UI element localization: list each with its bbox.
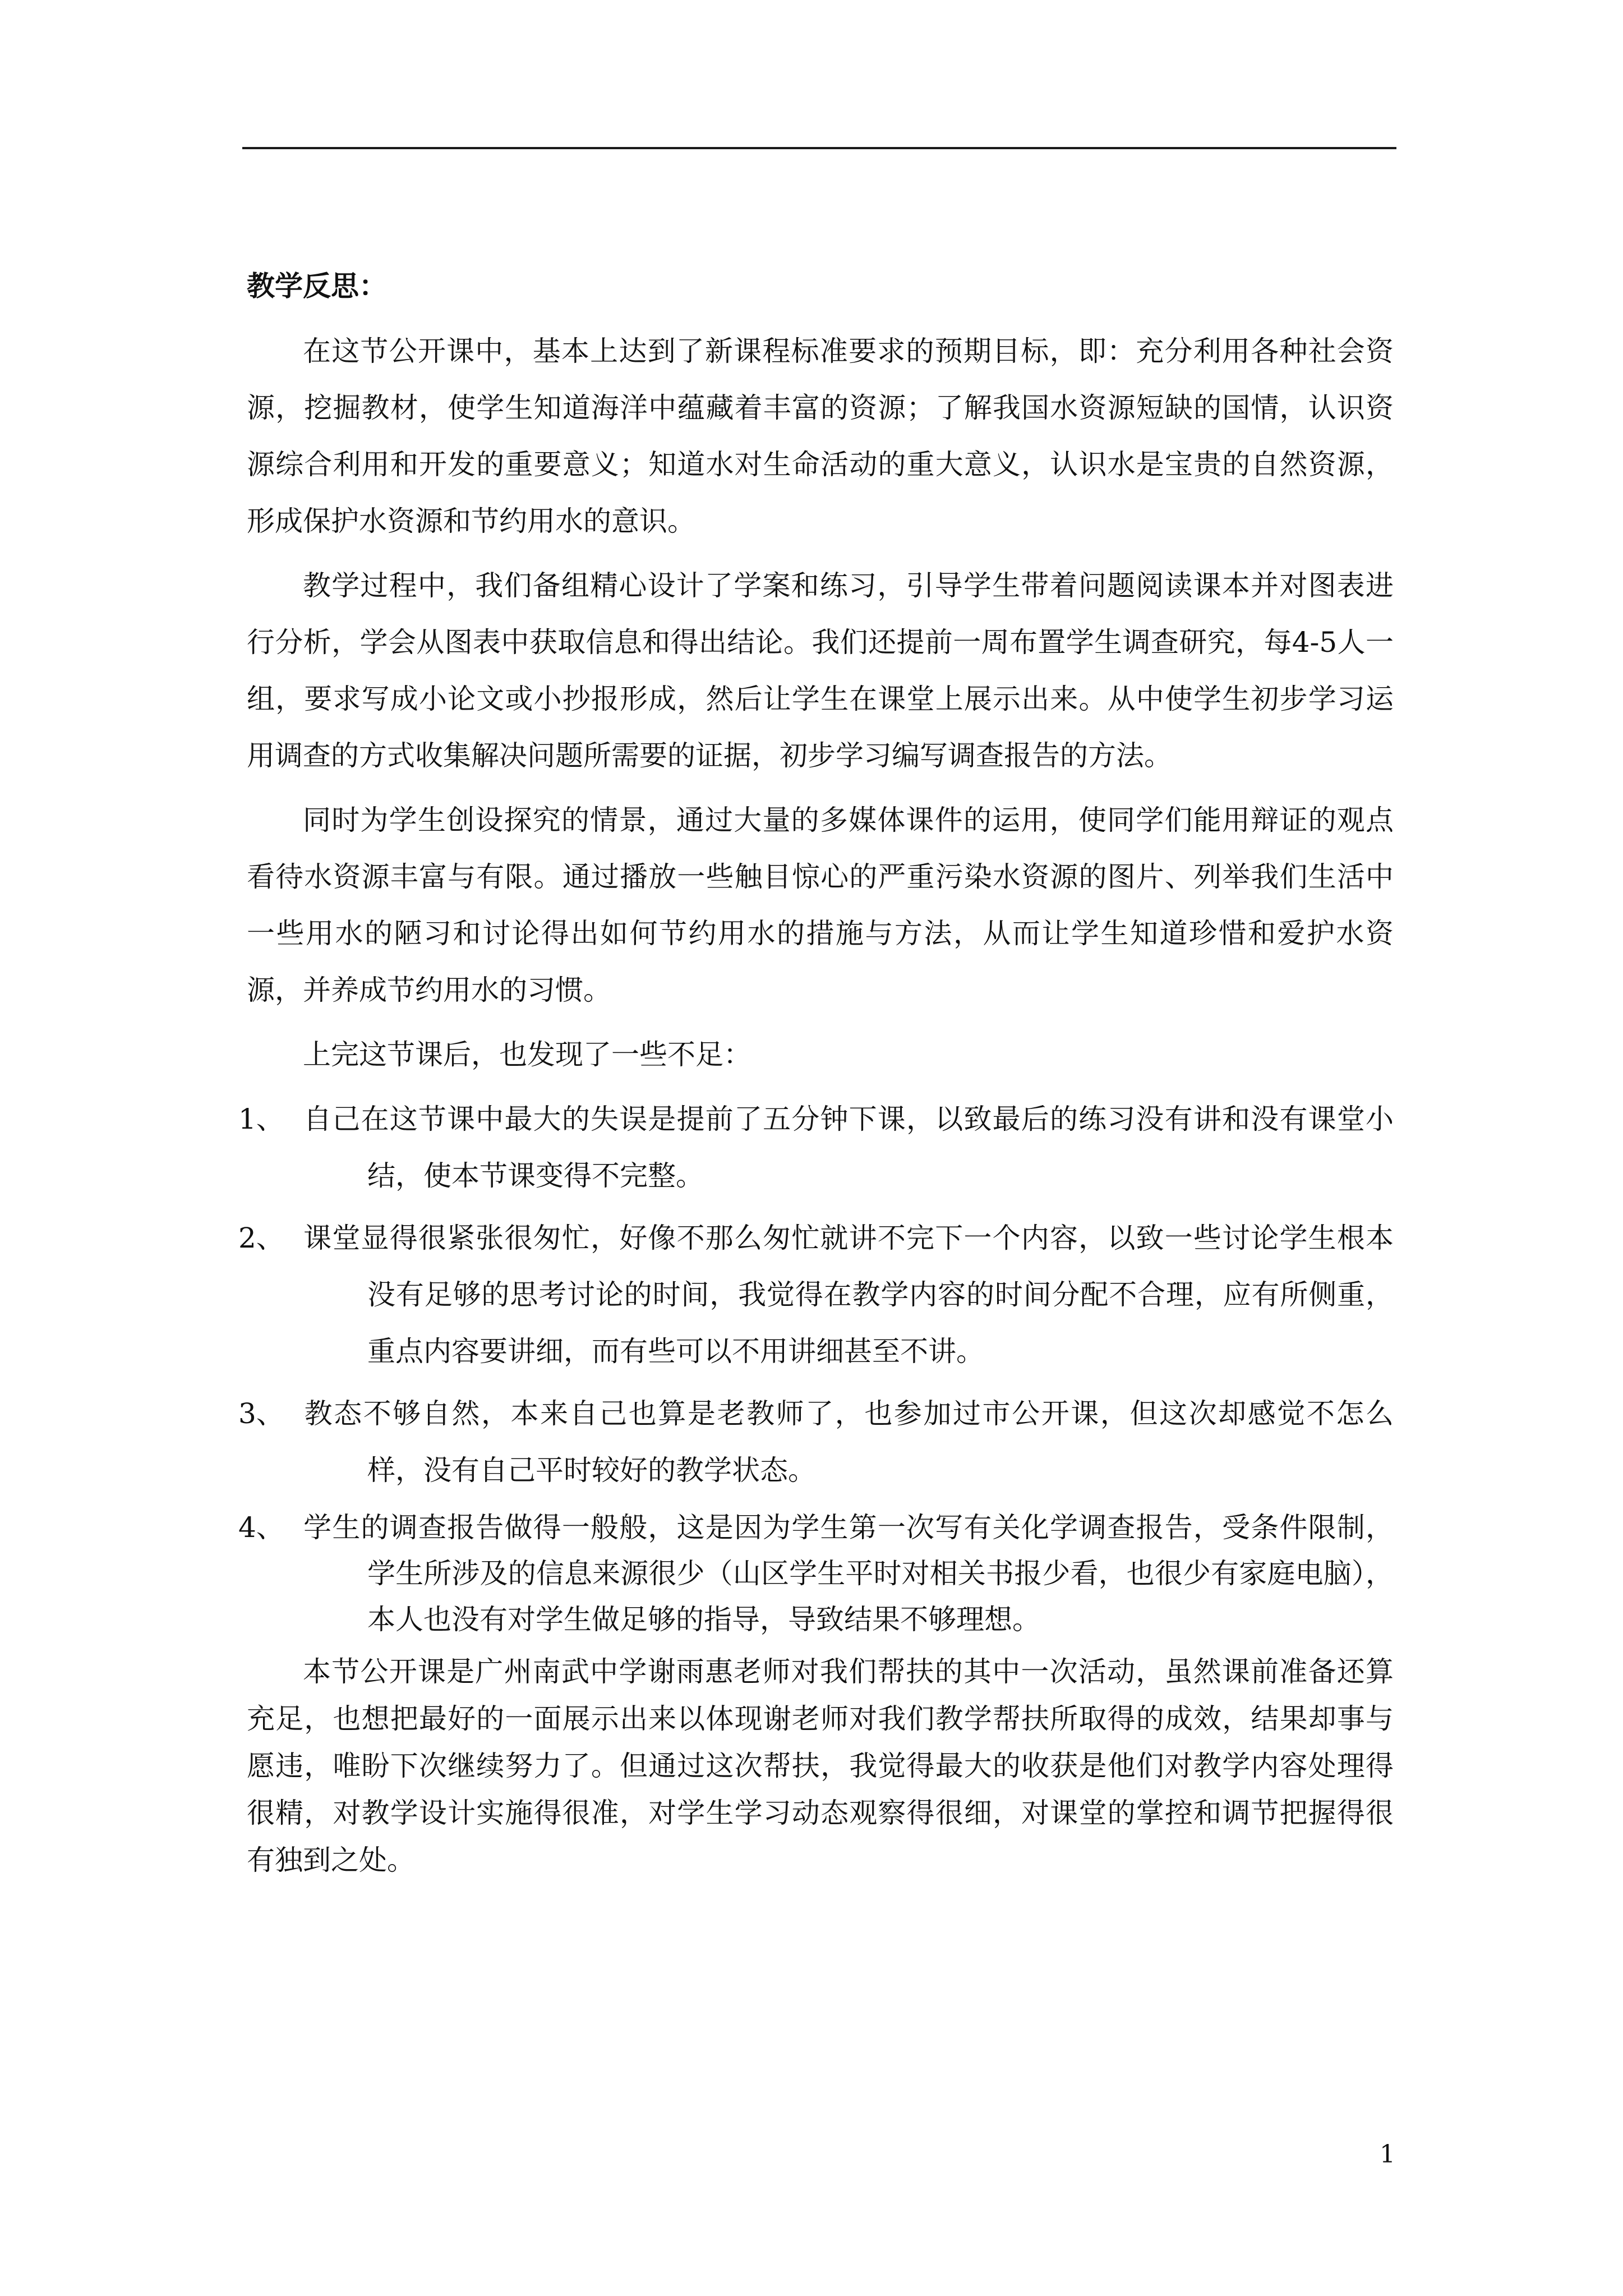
- paragraph-closing: 本节公开课是广州南武中学谢雨惠老师对我们帮扶的其中一次活动，虽然课前准备还算充足，也想把最好的一面展示出来以体现谢老师对我们教学帮扶所取得的成效，结果却事与愿违，唯盼下次继续努力了。但通过这次帮扶，我觉得最大的收获是他们对教学内容处理得很精，对教学设计实施得很准，对学生学习动态观察得很细，对课堂的掌控和调节把握得很有独到之处。: [247, 1655, 1394, 1876]
- header-rule: [242, 147, 1396, 149]
- section-heading: 教学反思：: [247, 270, 387, 302]
- list-item-text: 教态不够自然，本来自己也算是老教师了，也参加过市公开课，但这次却感觉不怎么样，没有自己平时较好的教学状态。: [303, 1397, 1394, 1487]
- paragraph-inquiry: 同时为学生创设探究的情景，通过大量的多媒体课件的运用，使同学们能用辩证的观点看待水资源丰富与有限。通过播放一些触目惊心的严重污染水资源的图片、列举我们生活中一些用水的陋习和讨论得出如何节约用水的措施与方法，从而让学生知道珍惜和爱护水资源，并养成节约用水的习惯。: [247, 804, 1394, 1006]
- page-number: 1: [1380, 2140, 1395, 2169]
- list-item-text: 课堂显得很紧张很匆忙，好像不那么匆忙就讲不完下一个内容，以致一些讨论学生根本没有足够的思考讨论的时间，我觉得在教学内容的时间分配不合理，应有所侧重，重点内容要讲细，而有些可以不用讲细甚至不讲。: [303, 1222, 1394, 1368]
- document-body: [238, 264, 1394, 1884]
- shortcomings-list: [238, 1091, 1394, 1642]
- paragraph-process: 教学过程中，我们备组精心设计了学案和练习，引导学生带着问题阅读课本并对图表进行分析，学会从图表中获取信息和得出结论。我们还提前一周布置学生调查研究，每4-5人一组，要求写成小论文或小抄报形成，然后让学生在课堂上展示出来。从中使学生初步学习运用调查的方式收集解决问题所需要的证据，初步学习编写调查报告的方法。: [247, 569, 1394, 772]
- list-item: 4、 学生的调查报告做得一般般，这是因为学生第一次写有关化学调查报告，受条件限制，学生所涉及的信息来源很少（山区学生平时对相关书报少看，也很少有家庭电脑），本人也没有对学生做足够的指导，导致结果不够理想。: [238, 1511, 1394, 1636]
- list-item-text: 自己在这节课中最大的失误是提前了五分钟下课，以致最后的练习没有讲和没有课堂小结，使本节课变得不完整。: [303, 1103, 1394, 1192]
- paragraph-shortcomings-intro: 上完这节课后，也发现了一些不足：: [303, 1038, 751, 1071]
- list-item: 3、 教态不够自然，本来自己也算是老教师了，也参加过市公开课，但这次却感觉不怎么样，没有自己平时较好的教学状态。: [238, 1397, 1394, 1487]
- list-item: 2、 课堂显得很紧张很匆忙，好像不那么匆忙就讲不完下一个内容，以致一些讨论学生根本没有足够的思考讨论的时间，我觉得在教学内容的时间分配不合理，应有所侧重，重点内容要讲细，而有些可以不用讲细甚至不讲。: [238, 1222, 1394, 1368]
- paragraph-goals: 在这节公开课中，基本上达到了新课程标准要求的预期目标，即：充分利用各种社会资源，挖掘教材，使学生知道海洋中蕴藏着丰富的资源；了解我国水资源短缺的国情，认识资源综合利用和开发的重要意义；知道水对生命活动的重大意义，认识水是宝贵的自然资源，形成保护水资源和节约用水的意识。: [247, 335, 1394, 537]
- list-item: 1、 自己在这节课中最大的失误是提前了五分钟下课，以致最后的练习没有讲和没有课堂小结，使本节课变得不完整。: [238, 1103, 1394, 1192]
- list-item-text: 学生的调查报告做得一般般，这是因为学生第一次写有关化学调查报告，受条件限制，学生所涉及的信息来源很少（山区学生平时对相关书报少看，也很少有家庭电脑），本人也没有对学生做足够的指导，导致结果不够理想。: [303, 1511, 1394, 1636]
